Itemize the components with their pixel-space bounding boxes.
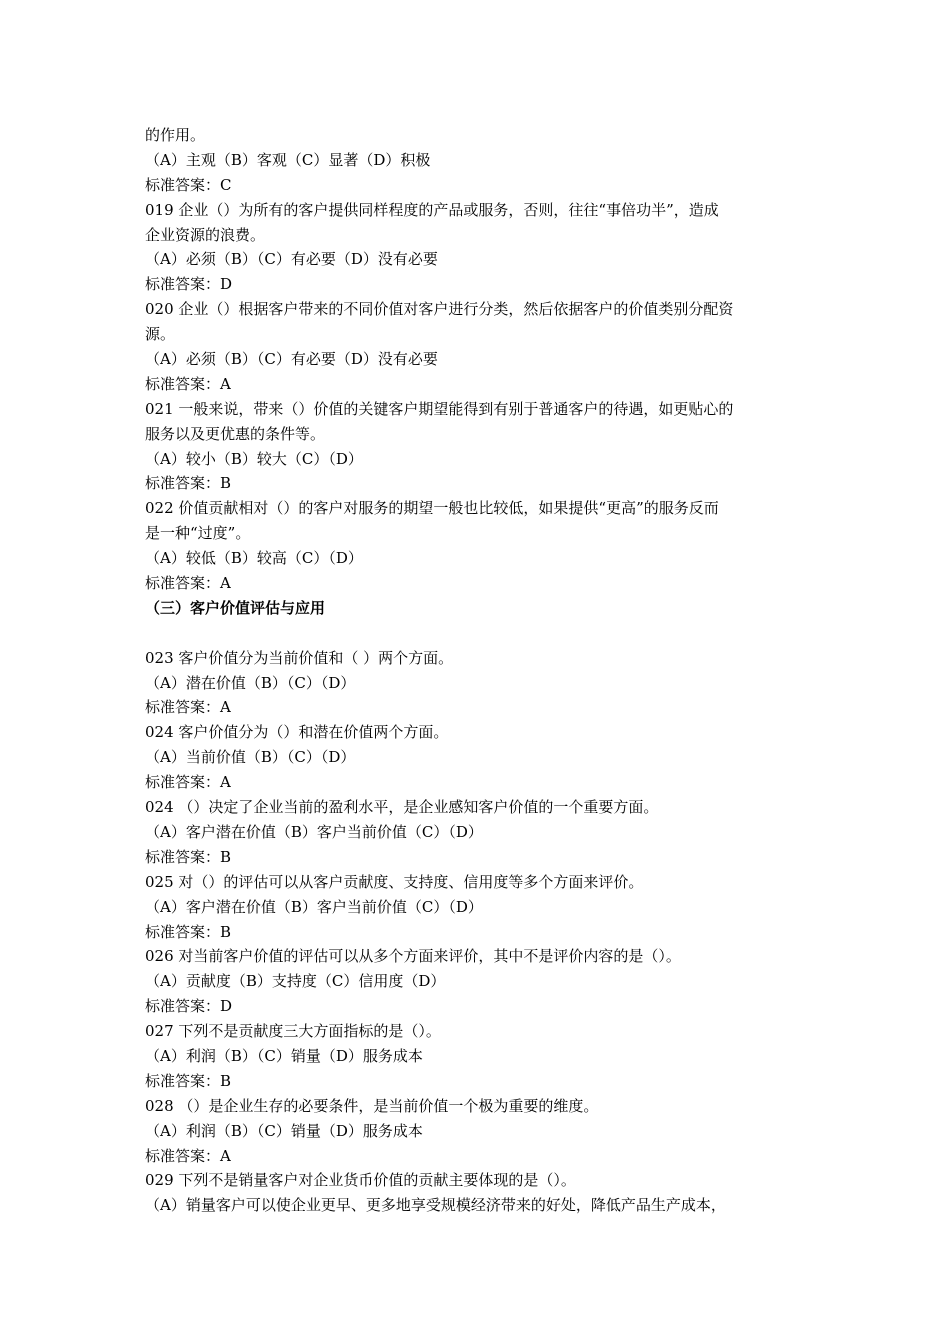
text-line: （A）主观（B）客观（C）显著（D）积极	[145, 150, 431, 169]
text-line: 标准答案：A	[145, 574, 231, 593]
text-line: （A）较低（B）较高（C）（D）	[145, 549, 363, 568]
text-line: 是一种“过度”。	[145, 524, 251, 543]
text-line: 标准答案：B	[145, 922, 232, 941]
text-line: 的作用。	[145, 126, 206, 144]
text-line: （A）较小（B）较大（C）（D）	[145, 449, 363, 468]
text-line: （A）贡献度（B）支持度（C）信用度（D）	[145, 972, 446, 991]
text-line: （A）销量客户可以使企业更早、更多地享受规模经济带来的好处，降低产品生产成本，	[145, 1196, 726, 1215]
text-line: 标准答案：A	[145, 698, 231, 717]
text-line: 024 （）决定了企业当前的盈利水平，是企业感知客户价值的一个重要方面。	[145, 798, 659, 817]
text-line: 021 一般来说，带来（）价值的关键客户期望能得到有别于普通客户的待遇，如更贴心的	[145, 399, 734, 418]
text-line: （A）潜在价值（B）（C）（D）	[145, 673, 356, 692]
text-line: 标准答案：D	[145, 997, 233, 1016]
text-line: （A）利润（B）（C）销量（D）服务成本	[145, 1046, 423, 1065]
text-line: （A）客户潜在价值（B）客户当前价值（C）（D）	[145, 822, 483, 841]
text-line: 标准答案：A	[145, 773, 231, 792]
text-line: 023 客户价值分为当前价值和（ ）两个方面。	[145, 648, 454, 667]
text-line: 026 对当前客户价值的评估可以从多个方面来评价，其中不是评价内容的是（）。	[145, 947, 681, 966]
document-body	[145, 123, 810, 1218]
text-line: 025 对（）的评估可以从客户贡献度、支持度、信用度等多个方面来评价。	[145, 872, 644, 891]
text-line: 020 企业（）根据客户带来的不同价值对客户进行分类，然后依据客户的价值类别分配资	[145, 300, 734, 319]
blank-line	[145, 621, 810, 646]
section-heading: （三）客户价值评估与应用	[145, 598, 326, 617]
text-line: 022 价值贡献相对（）的客户对服务的期望一般也比较低，如果提供“更高”的服务反而	[145, 499, 719, 518]
text-line: 标准答案：A	[145, 374, 231, 393]
text-line: 019 企业（）为所有的客户提供同样程度的产品或服务，否则，往往“事倍功半”，造成	[145, 200, 719, 219]
text-line: （A）利润（B）（C）销量（D）服务成本	[145, 1121, 423, 1140]
text-line: （A）当前价值（B）（C）（D）	[145, 748, 356, 767]
text-line: （A）必须（B）（C）有必要（D）没有必要	[145, 250, 438, 269]
text-line: 源。	[145, 325, 176, 344]
text-line: 029 下列不是销量客户对企业货币价值的贡献主要体现的是（）。	[145, 1171, 576, 1190]
text-line: 标准答案：B	[145, 847, 232, 866]
text-line: （A）客户潜在价值（B）客户当前价值（C）（D）	[145, 897, 483, 916]
text-line: 标准答案：D	[145, 275, 233, 294]
text-line: （A）必须（B）（C）有必要（D）没有必要	[145, 350, 438, 369]
text-line: 027 下列不是贡献度三大方面指标的是（）。	[145, 1022, 441, 1041]
text-line: 标准答案：C	[145, 175, 232, 194]
text-line: 024 客户价值分为（）和潜在价值两个方面。	[145, 723, 449, 742]
text-line: 标准答案：B	[145, 474, 232, 493]
text-line: 服务以及更优惠的条件等。	[145, 424, 326, 443]
text-line: 028 （）是企业生存的必要条件，是当前价值一个极为重要的维度。	[145, 1096, 599, 1115]
text-line: 企业资源的浪费。	[145, 225, 266, 244]
text-line: 标准答案：A	[145, 1146, 231, 1165]
text-line: 标准答案：B	[145, 1071, 232, 1090]
